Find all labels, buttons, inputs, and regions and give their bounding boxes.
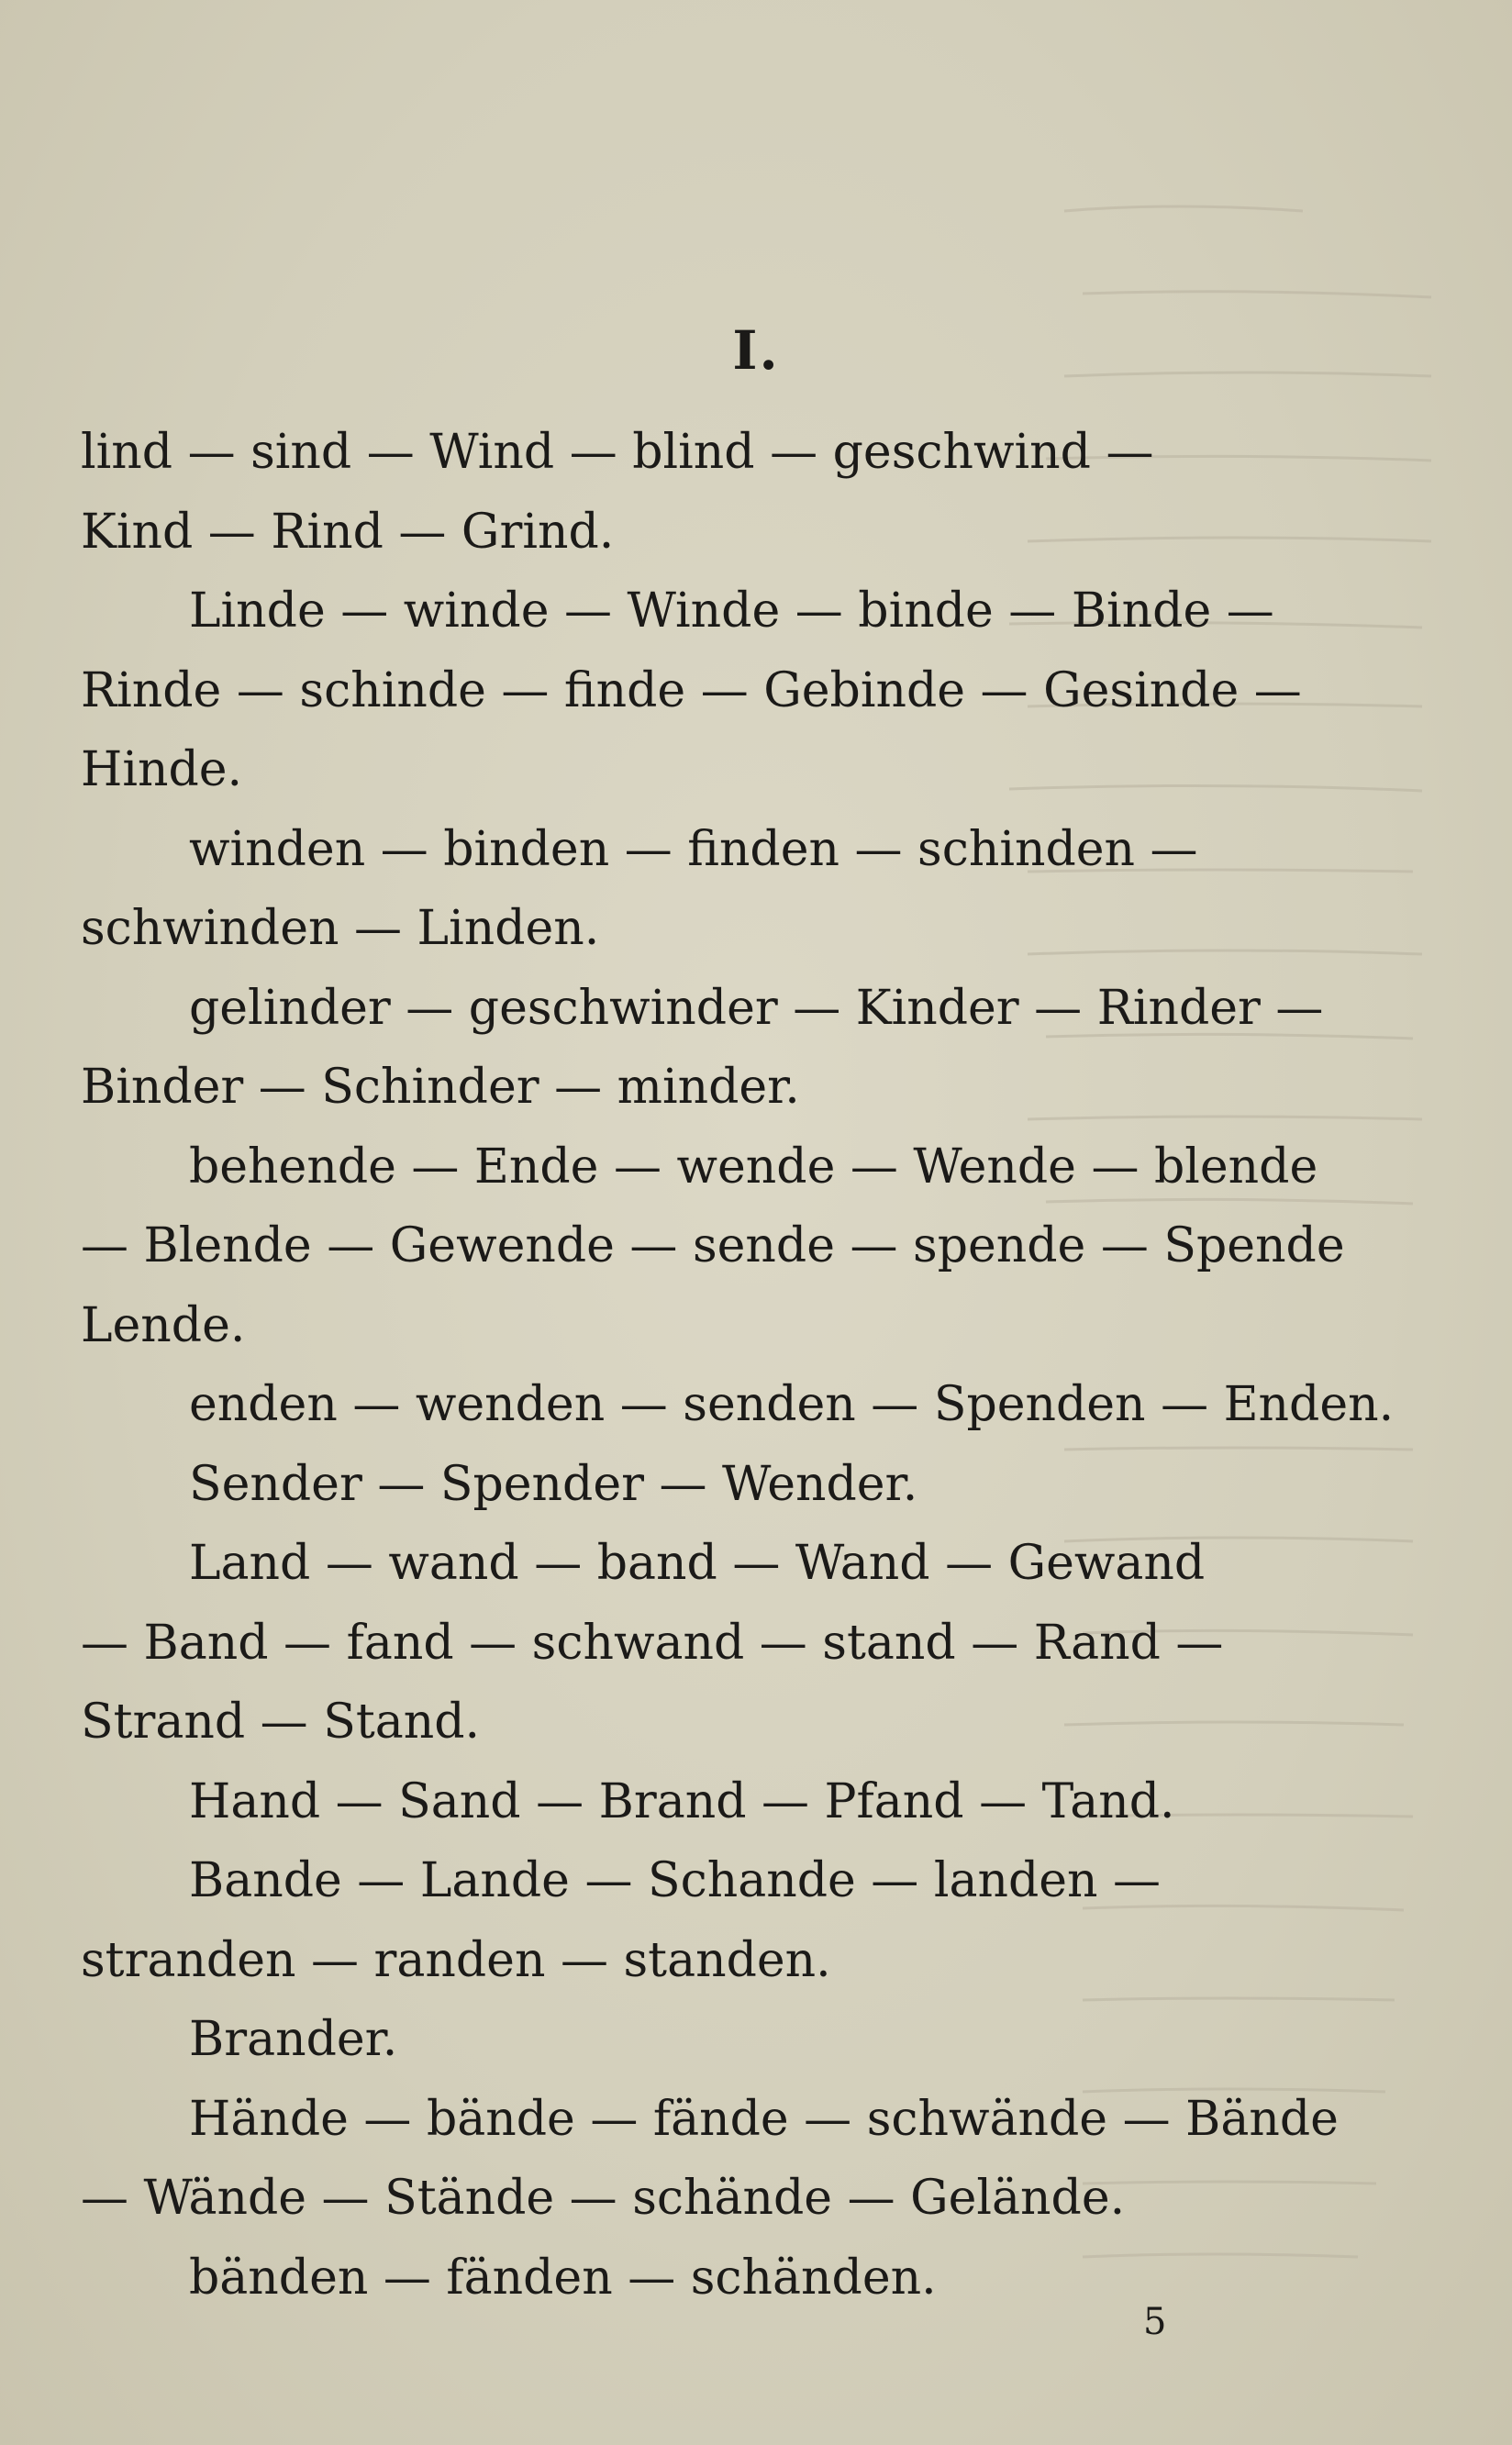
page-number: 5 xyxy=(1143,2301,1167,2343)
text-line: Kind — Rind — Grind. xyxy=(81,504,615,560)
text-line: gelinder — geschwinder — Kinder — Rinder — xyxy=(189,980,1324,1036)
text-line: Hände — bände — fände — schwände — Bände xyxy=(189,2091,1339,2147)
text-line: Lende. xyxy=(81,1297,246,1353)
text-line: behende — Ende — wende — Wende — blende xyxy=(189,1139,1318,1195)
text-line: schwinden — Linden. xyxy=(81,901,600,956)
word-list-text xyxy=(81,413,1393,2317)
text-line: lind — sind — Wind — blind — geschwind — xyxy=(81,425,1154,480)
text-line: Rinde — schinde — finde — Gebinde — Gesinde — xyxy=(81,662,1302,718)
text-line: Binder — Schinder — minder. xyxy=(81,1060,800,1115)
text-line: — Blende — Gewende — sende — spende — Spende xyxy=(81,1218,1345,1273)
text-line: Linde — winde — Winde — binde — Binde — xyxy=(189,583,1274,639)
text-line: enden — wenden — senden — Spenden — Enden. xyxy=(189,1377,1395,1432)
text-line: — Wände — Stände — schände — Gelände. xyxy=(81,2171,1126,2226)
text-line: stranden — randen — standen. xyxy=(81,1932,831,1988)
text-line: bänden — fänden — schänden. xyxy=(189,2250,937,2306)
text-line: Hinde. xyxy=(81,742,243,797)
text-line: Bande — Lande — Schande — landen — xyxy=(189,1853,1162,1908)
text-line: winden — binden — finden — schinden — xyxy=(189,821,1198,877)
text-line: Strand — Stand. xyxy=(81,1695,481,1750)
text-line: Sender — Spender — Wender. xyxy=(189,1456,918,1512)
section-heading: I. xyxy=(732,319,780,382)
text-line: Brander. xyxy=(189,2012,398,2067)
text-line: — Band — fand — schwand — stand — Rand — xyxy=(81,1615,1224,1671)
text-line: Land — wand — band — Wand — Gewand xyxy=(189,1536,1206,1591)
text-line: Hand — Sand — Brand — Pfand — Tand. xyxy=(189,1773,1175,1829)
